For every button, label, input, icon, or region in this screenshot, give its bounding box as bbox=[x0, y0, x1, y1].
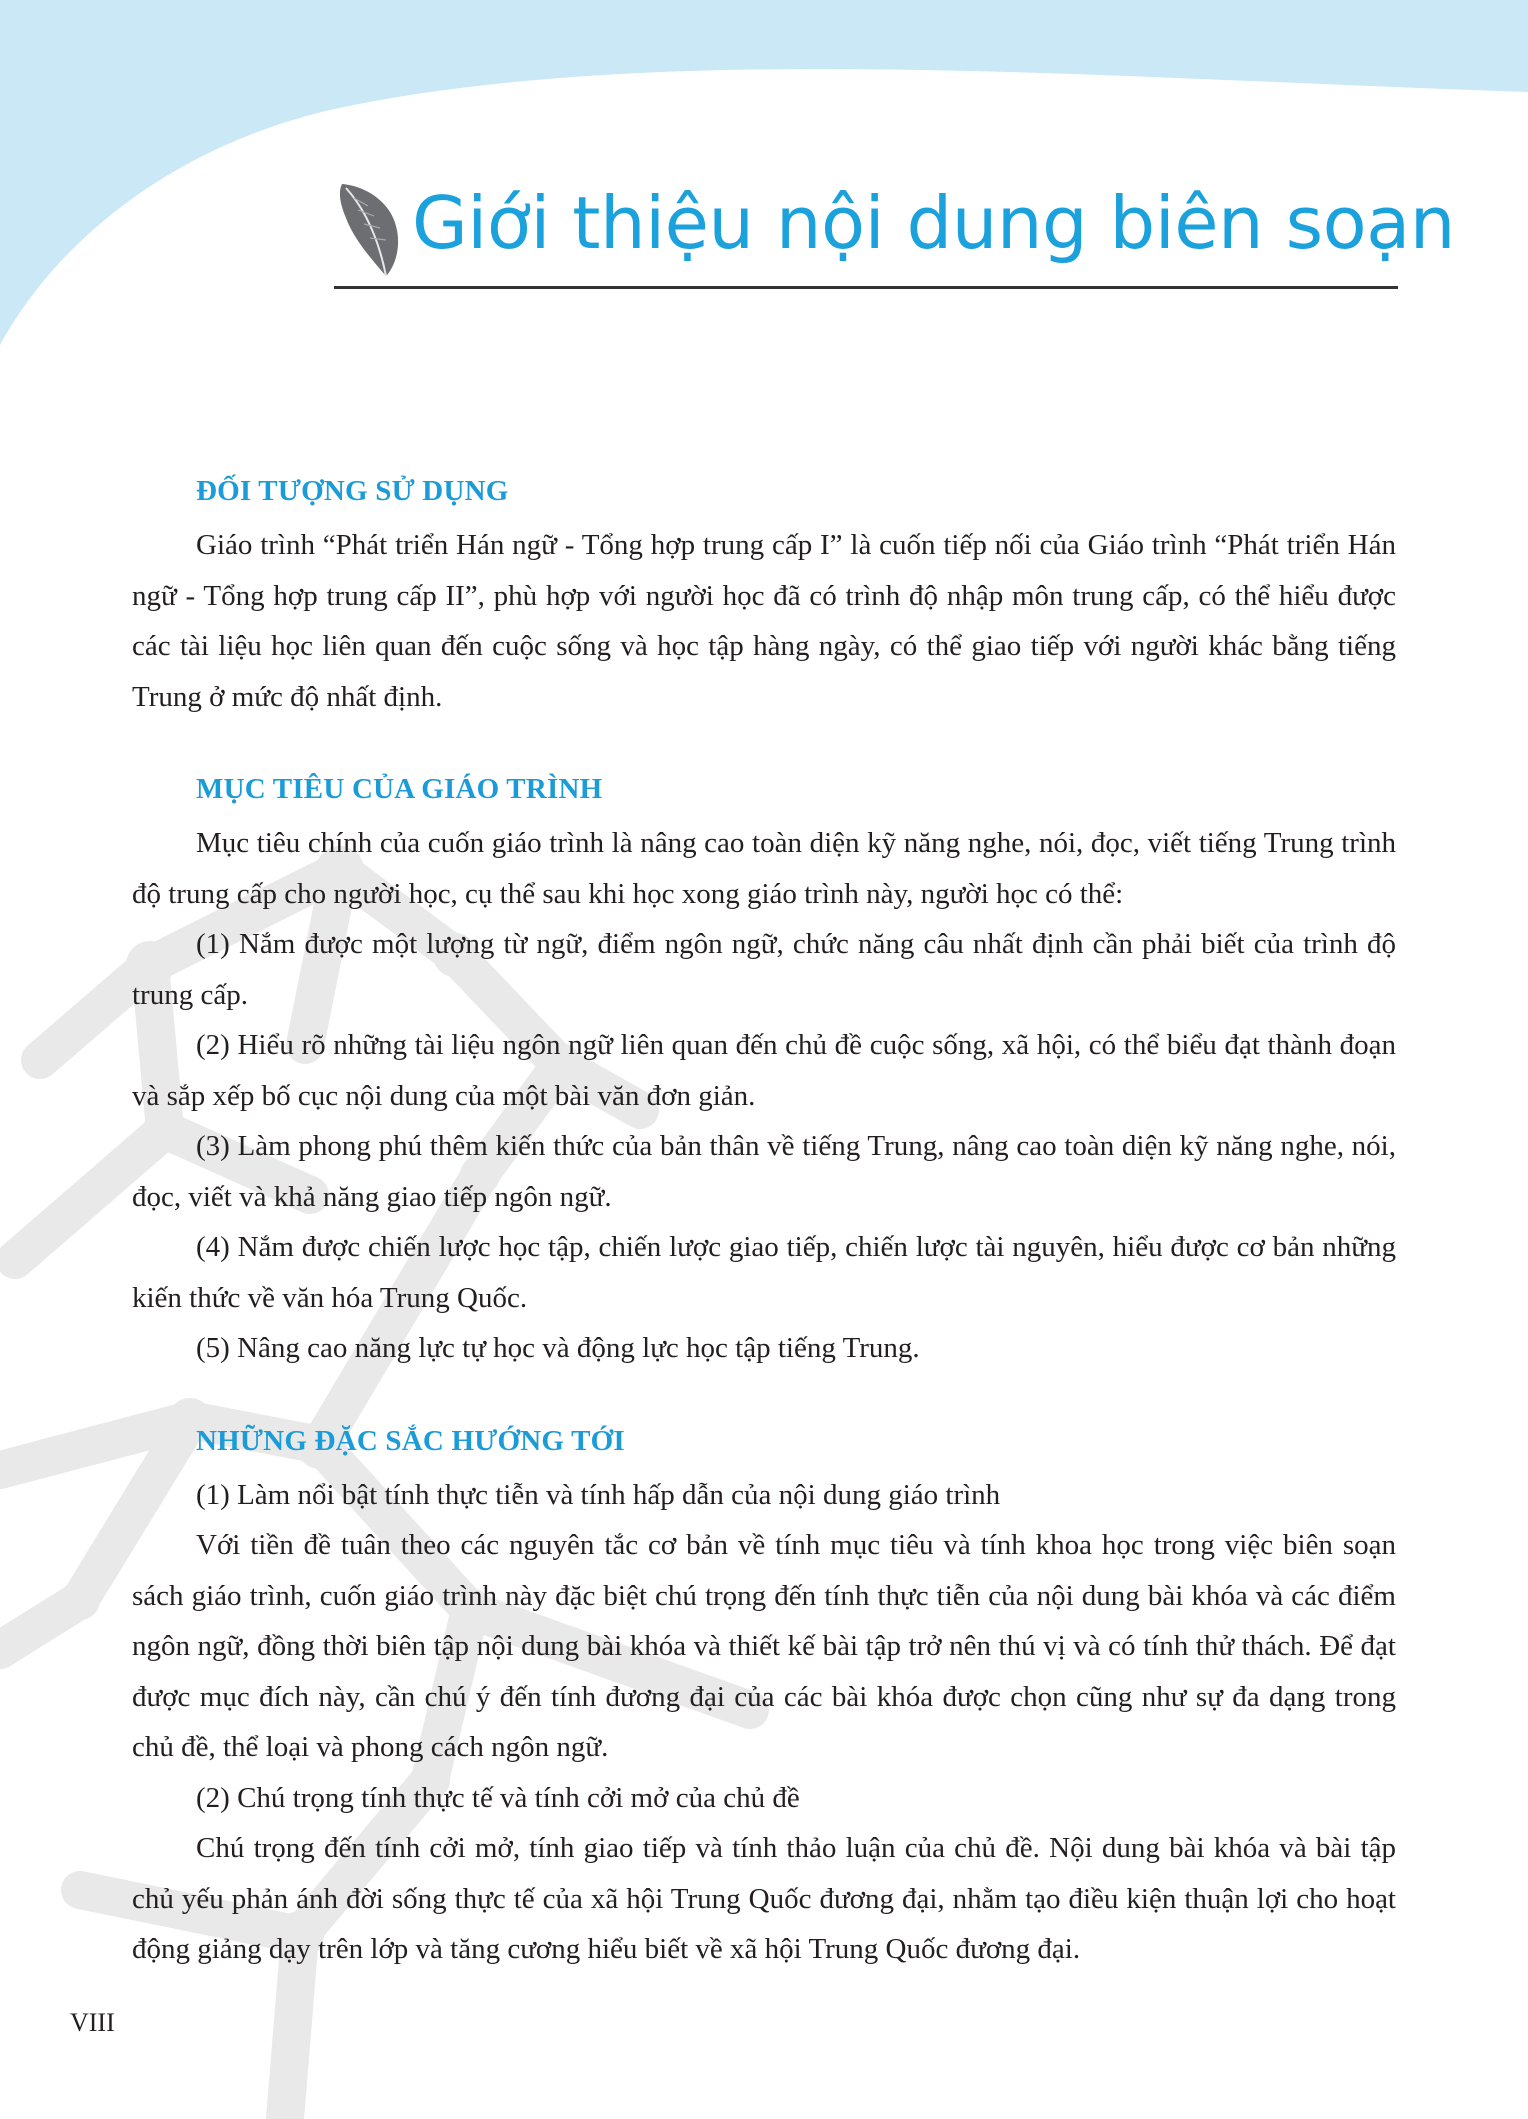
paragraph: Với tiền đề tuân theo các nguyên tắc cơ bản về tính mục tiêu và tính khoa học trong việc biên soạn sách giáo trình, cuốn giáo trình này đặc biệt chú trọng đến tính thực tiễn của nội dung bài khóa và các điểm ngôn ngữ, đồng thời biên tập nội dung bài khóa và thiết kế bài tập trở nên thú vị và có tính thử thách. Để đạt được mục đích này, cần chú ý đến tính đương đại của các bài khóa được chọn cũng như sự đa dạng trong chủ đề, thể loại và phong cách ngôn ngữ. bbox=[132, 1529, 1396, 1763]
list-item: (3) Làm phong phú thêm kiến thức của bản thân về tiếng Trung, nâng cao toàn diện kỹ năng nghe, nói, đọc, viết và khả năng giao tiếp ngôn ngữ. bbox=[132, 1130, 1396, 1213]
page-number: VIII bbox=[70, 2008, 115, 2037]
paragraph: Mục tiêu chính của cuốn giáo trình là nâng cao toàn diện kỹ năng nghe, nói, đọc, viết tiếng Trung trình độ trung cấp cho người học, cụ thể sau khi học xong giáo trình này, người học có thể: bbox=[132, 827, 1396, 910]
list-item: (2) Hiểu rõ những tài liệu ngôn ngữ liên quan đến chủ đề cuộc sống, xã hội, có thể biểu đạt thành đoạn và sắp xếp bố cục nội dung của một bài văn đơn giản. bbox=[132, 1029, 1396, 1112]
section-heading: NHỮNG ĐẶC SẮC HƯỚNG TỚI bbox=[196, 1424, 625, 1457]
section-doi-tuong bbox=[132, 470, 1396, 722]
paragraph: Chú trọng đến tính cởi mở, tính giao tiếp và tính thảo luận của chủ đề. Nội dung bài khóa và bài tập chủ yếu phản ánh đời sống thực tế của xã hội Trung Quốc đương đại, nhằm tạo điều kiện thuận lợi cho hoạt động giảng dạy trên lớp và tăng cương hiểu biết về xã hội Trung Quốc đương đại. bbox=[132, 1832, 1396, 1965]
list-item: (1) Nắm được một lượng từ ngữ, điểm ngôn ngữ, chức năng câu nhất định cần phải biết của trình độ trung cấp. bbox=[132, 928, 1396, 1011]
page-title: Giới thiệu nội dung biên soạn bbox=[412, 181, 1455, 265]
subheading: (2) Chú trọng tính thực tế và tính cởi mở của chủ đề bbox=[196, 1781, 800, 1814]
section-heading: MỤC TIÊU CỦA GIÁO TRÌNH bbox=[196, 773, 603, 805]
list-item: (4) Nắm được chiến lược học tập, chiến lược giao tiếp, chiến lược tài nguyên, hiểu được cơ bản những kiến thức về văn hóa Trung Quốc. bbox=[132, 1231, 1396, 1314]
section-dac-sac bbox=[132, 1420, 1396, 1975]
page-content bbox=[132, 470, 1396, 2021]
paragraph: Giáo trình “Phát triển Hán ngữ - Tổng hợp trung cấp I” là cuốn tiếp nối của Giáo trình “Phát triển Hán ngữ - Tổng hợp trung cấp II”, phù hợp với người học đã có trình độ nhập môn trung cấp, có thể hiểu được các tài liệu học liên quan đến cuộc sống và học tập hàng ngày, có thể giao tiếp với người khác bằng tiếng Trung ở mức độ nhất định. bbox=[132, 529, 1396, 713]
page-header bbox=[334, 170, 1455, 289]
list-item: (5) Nâng cao năng lực tự học và động lực học tập tiếng Trung. bbox=[196, 1332, 920, 1364]
section-heading: ĐỐI TƯỢNG SỬ DỤNG bbox=[196, 475, 509, 507]
feather-icon bbox=[334, 178, 408, 280]
section-muc-tieu bbox=[132, 768, 1396, 1374]
subheading: (1) Làm nổi bật tính thực tiễn và tính hấp dẫn của nội dung giáo trình bbox=[196, 1478, 1001, 1511]
